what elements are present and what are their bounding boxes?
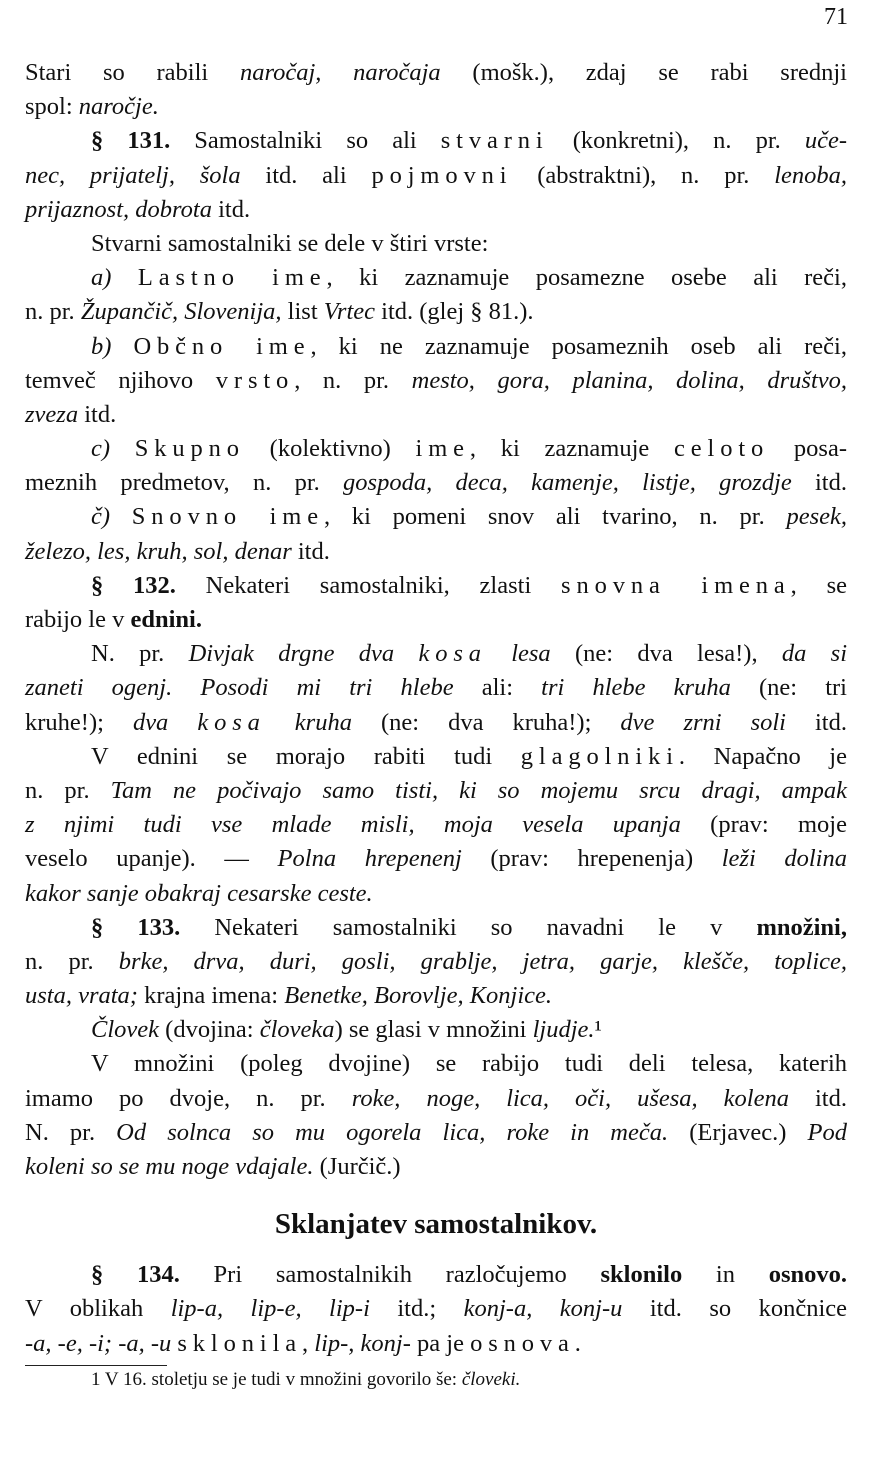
text-line <box>25 90 847 124</box>
text-run: snovna imena <box>561 571 791 599</box>
text-line <box>25 1150 847 1184</box>
text-line <box>25 159 847 193</box>
text-line <box>25 227 847 261</box>
text-run: Župančič, Slovenija, <box>80 298 282 326</box>
text-run: Pri samostalnikih razločujemo <box>179 1261 601 1289</box>
footnote <box>25 1366 847 1393</box>
text-run: dve zrni soli <box>620 708 786 736</box>
text-run: (prav: hrepenenja) <box>461 845 722 873</box>
text-run: Divjak drgne dva <box>188 640 419 668</box>
text-run: kakor sanje obakraj cesarske ceste. <box>25 879 373 907</box>
text-run: itd. <box>78 400 117 428</box>
text-run: ali: <box>453 674 542 702</box>
text-run: . <box>574 1329 581 1357</box>
text-line <box>25 569 847 603</box>
text-run: brke, drva, duri, gosli, grablje, jetra, garje, klešče, toplice, <box>118 947 847 975</box>
text-run: itd.; <box>369 1295 464 1323</box>
text-run <box>110 435 135 462</box>
text-run: (Erjavec.) <box>668 1118 808 1146</box>
text-run: celoto <box>674 435 770 463</box>
text-run: Tam ne počivajo samo tisti, ki so mojemu srcu dragi, ampak <box>110 776 847 804</box>
text-run: prijaznost, dobrota <box>25 195 212 223</box>
text-run: glagolniki <box>520 742 679 770</box>
text-run: itd. so končnice <box>622 1295 847 1323</box>
text-run: Občno ime <box>133 332 311 360</box>
text-run: ednini. <box>130 606 202 633</box>
text-line <box>25 1327 847 1361</box>
text-run: krajna imena: <box>137 982 285 1010</box>
text-run: temveč njihovo <box>25 366 216 394</box>
text-run: itd. <box>791 469 847 497</box>
text-run: V oblikah <box>25 1295 171 1323</box>
text-run: kruha <box>265 708 352 736</box>
text-run: Skupno <box>134 435 245 463</box>
text-run: Pod <box>807 1118 848 1146</box>
text-run: sklonila <box>177 1329 303 1357</box>
text-run: itd. <box>211 195 251 223</box>
text-line <box>25 432 847 466</box>
text-run: n. pr. <box>25 776 111 804</box>
text-run: , ki zaznamuje <box>469 435 675 463</box>
text-run: itd. ali <box>240 161 372 189</box>
text-run: N. pr. <box>91 640 189 668</box>
text-run: kosa <box>197 708 266 736</box>
text-run: človeka <box>259 1016 335 1044</box>
text-run: pa je <box>410 1329 471 1357</box>
text-run: , ki zaznamuje posamezne osebe ali reči, <box>326 264 847 292</box>
text-run: c) <box>91 435 111 463</box>
text-line <box>25 193 847 227</box>
text-run: (ne: dva kruha!); <box>351 708 621 736</box>
text-run: lesa <box>486 640 551 668</box>
text-line <box>25 124 847 158</box>
text-run: , <box>302 1329 315 1357</box>
text-run: N. pr. <box>25 1118 117 1146</box>
text-run: sklonilo <box>600 1261 683 1289</box>
text-line <box>25 1082 847 1116</box>
text-line <box>25 398 847 432</box>
footnote-italic: človeki. <box>461 1368 521 1390</box>
text-line <box>25 1258 847 1292</box>
text-run: osnovo. <box>768 1261 847 1289</box>
text-line <box>25 330 847 364</box>
text-run: da si <box>781 640 848 668</box>
text-run: uče- <box>804 127 848 155</box>
text-run: usta, vrata; <box>25 982 138 1010</box>
text-run: naročje. <box>78 93 159 121</box>
text-run: (dvojina: <box>159 1016 260 1044</box>
text-run: n. pr. <box>25 947 119 975</box>
text-line <box>25 671 847 705</box>
text-run: mesto, gora, planina, dolina, društvo, <box>411 366 848 394</box>
text-run: , se <box>790 571 847 599</box>
text-run: list <box>281 298 324 326</box>
text-run: železo, les, kruh, sol, denar <box>25 537 292 565</box>
text-block-paragraphs <box>25 56 847 1184</box>
text-line <box>25 261 847 295</box>
text-run: Stvarni samostalniki se dele v štiri vrste: <box>91 229 489 257</box>
text-run: Stari so rabili <box>25 59 240 86</box>
text-run: , ki pomeni snov ali tvarino, n. pr. <box>323 503 787 531</box>
section-heading: Sklanjatev samostalnikov. <box>274 1208 598 1241</box>
text-line <box>25 56 847 90</box>
text-run: n. pr. <box>25 298 81 326</box>
text-run: (mošk.), zdaj se rabi srednji <box>440 59 847 86</box>
text-run: leži dolina <box>721 845 847 873</box>
text-run: Vrtec <box>323 298 376 326</box>
text-run: Snovno ime <box>131 503 324 531</box>
text-line <box>25 842 847 876</box>
text-line <box>25 1013 847 1047</box>
text-run: konj-a, konj-u <box>463 1295 623 1323</box>
text-line <box>25 706 847 740</box>
text-run: lenoba, <box>774 161 847 189</box>
text-run: (kolektivno) <box>244 435 416 463</box>
text-line <box>25 911 847 945</box>
text-run <box>111 264 137 291</box>
text-run: zaneti ogenj. Posodi mi tri hlebe <box>25 674 454 702</box>
text-run: a) <box>91 264 112 292</box>
text-run: § 132. <box>91 571 176 599</box>
text-run: lip-a, lip-e, lip-i <box>170 1295 370 1323</box>
text-run: . Napačno je <box>678 742 847 770</box>
text-run: -a, -e, -i; -a, -u <box>25 1329 172 1357</box>
text-run: zveza <box>25 400 79 428</box>
text-run: ) se glasi v množini <box>334 1016 533 1044</box>
text-run: itd. <box>785 708 847 736</box>
text-run: z njimi tudi vse mlade misli, moja vesela upanja <box>25 811 681 839</box>
text-run: koleni so se mu noge vdajale. <box>25 1153 314 1180</box>
text-line <box>25 945 847 979</box>
text-run: , n. pr. <box>294 366 412 394</box>
text-run: § 133. <box>91 913 181 941</box>
text-run: (konkretni), n. pr. <box>548 127 805 155</box>
text-line <box>25 637 847 671</box>
footnote-text: V 16. stoletju se je tudi v množini govorilo še: <box>100 1368 462 1390</box>
text-run: Nekateri samostalniki so navadni le v <box>180 913 757 941</box>
text-run: č) <box>91 503 111 531</box>
text-run: meznih predmetov, n. pr. <box>25 469 344 497</box>
text-run: (ne: tri <box>730 674 847 702</box>
text-run: osnova <box>470 1329 575 1357</box>
text-run: itd. (glej § 81.). <box>375 298 534 326</box>
text-run: itd. <box>789 1084 847 1112</box>
text-line <box>25 535 847 569</box>
text-run: Od solnca so mu ogorela lica, roke in meča. <box>116 1118 669 1146</box>
text-run: § 131. <box>91 127 171 155</box>
text-run: in <box>682 1261 769 1289</box>
text-run: roke, noge, lica, oči, ušesa, kolena <box>351 1084 789 1112</box>
text-run: vrsto <box>215 366 295 394</box>
text-run: nec, prijatelj, šola <box>25 161 241 189</box>
text-run: (Jurčič.) <box>313 1153 401 1180</box>
text-run: V ednini se morajo rabiti tudi <box>91 742 521 770</box>
text-run: tri hlebe kruha <box>541 674 731 702</box>
page-body <box>25 56 847 1393</box>
text-run: itd. <box>291 537 330 565</box>
text-run: Lastno ime <box>137 264 327 292</box>
text-run: (prav: moje <box>680 811 847 839</box>
text-run: (ne: dva lesa!), <box>550 640 782 668</box>
page-number: 71 <box>824 4 848 30</box>
text-run: rabijo le v <box>25 606 131 633</box>
text-line <box>25 466 847 500</box>
text-run: V množini (poleg dvojine) se rabijo tudi deli telesa, katerih <box>91 1050 847 1078</box>
text-run: posa- <box>769 435 847 463</box>
text-run: ljudje. <box>532 1016 595 1044</box>
text-run: § 134. <box>91 1261 180 1289</box>
text-run: gospoda, deca, kamenje, listje, grozdje <box>343 469 792 497</box>
text-line <box>25 979 847 1013</box>
text-run: b) <box>91 332 112 360</box>
text-line <box>25 500 847 534</box>
text-run: spol: <box>25 93 79 121</box>
text-run: veselo upanje). — <box>25 845 278 873</box>
text-line <box>25 740 847 774</box>
text-line <box>25 295 847 329</box>
text-line <box>25 1292 847 1326</box>
text-run: Človek <box>91 1016 160 1044</box>
text-line <box>25 774 847 808</box>
text-line <box>25 364 847 398</box>
text-run <box>110 503 132 530</box>
text-run: Polna hrepenenj <box>277 845 462 873</box>
text-run: pesek, <box>786 503 847 531</box>
text-block-section-134 <box>25 1258 847 1361</box>
text-run: kosa <box>418 640 487 668</box>
text-run <box>111 333 133 360</box>
text-run: ¹ <box>594 1016 602 1044</box>
text-run: Nekateri samostalniki, zlasti <box>175 571 562 599</box>
text-run: ime <box>415 435 470 463</box>
text-run: (abstraktni), n. pr. <box>512 161 775 189</box>
text-run: pojmovni <box>371 161 513 189</box>
text-line <box>25 808 847 842</box>
text-run: kruhe!); <box>25 708 133 736</box>
text-run: dva <box>132 708 198 736</box>
text-line <box>25 603 847 637</box>
footnote-number: 1 <box>91 1368 101 1390</box>
text-line <box>25 1116 847 1150</box>
text-line <box>25 1047 847 1081</box>
text-line <box>25 877 847 911</box>
text-run: imamo po dvoje, n. pr. <box>25 1084 352 1112</box>
text-run: lip-, konj- <box>314 1329 411 1357</box>
text-run: naročaj, naročaja <box>239 59 441 86</box>
text-run: stvarni <box>440 127 549 155</box>
text-run: Samostalniki so ali <box>170 127 441 155</box>
text-run: , ki ne zaznamuje posameznih oseb ali reči, <box>310 332 847 360</box>
text-run: Benetke, Borovlje, Konjice. <box>284 982 553 1010</box>
text-run: množini, <box>756 913 847 941</box>
